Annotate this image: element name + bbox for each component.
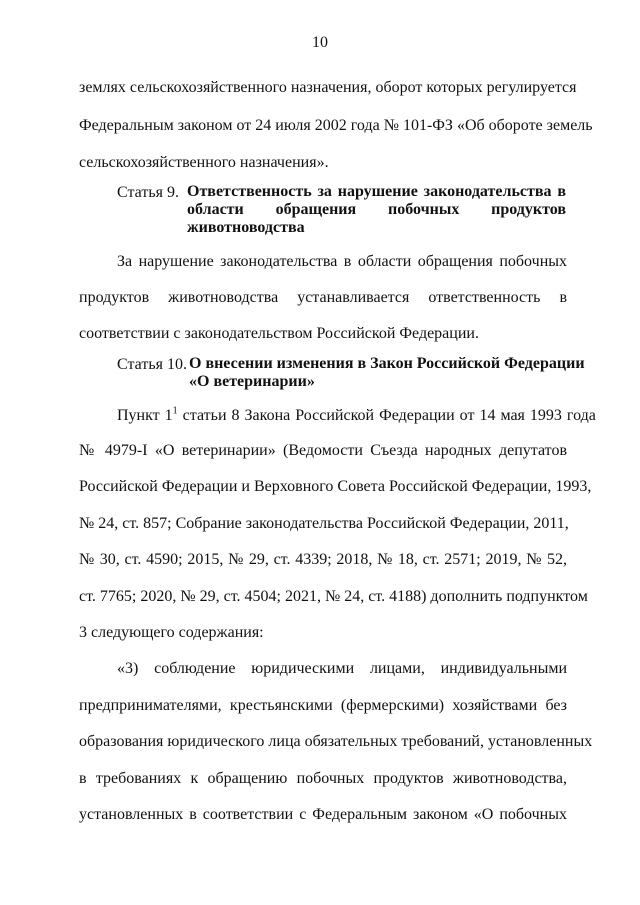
text-fragment: Пункт 1 [117, 407, 173, 424]
text-line: установленных в соответствии с Федеральным законом «О побочных [79, 806, 567, 823]
article-9-label: Статья 9. [117, 184, 179, 201]
text-line: сельскохозяйственного назначения». [79, 154, 329, 171]
text-line: образования юридического лица обязательных требований, установленных [79, 733, 593, 750]
text-line: За нарушение законодательства в области обращения побочных [117, 253, 567, 270]
article-10-title-line: «О ветеринарии» [189, 373, 315, 390]
article-9-title-line: области обращения побочных продуктов [187, 201, 566, 218]
article-9-title-line: Ответственность за нарушение законодательства в [187, 183, 566, 200]
text-line: Российской Федерации и Верховного Совета Российской Федерации, 1993, [79, 478, 592, 495]
text-line: ст. 7765; 2020, № 29, ст. 4504; 2021, № 24, ст. 4188) дополнить подпунктом [79, 588, 588, 605]
article-9-title-line: животноводства [187, 219, 305, 236]
article-10-label: Статья 10. [117, 356, 187, 373]
text-line: «3) соблюдение юридическими лицами, индивидуальными [117, 660, 567, 677]
text-line [117, 405, 596, 426]
text-line: № 24, ст. 857; Собрание законодательства Российской Федерации, 2011, [79, 515, 569, 532]
article-10-title-line: О внесении изменения в Закон Российской Федерации [189, 355, 585, 372]
text-line: землях сельскохозяйственного назначения, оборот которых регулируется [79, 79, 577, 96]
text-line: соответствии с законодательством Российской Федерации. [79, 325, 479, 342]
superscript: 1 [172, 405, 178, 417]
text-line: в требованиях к обращению побочных продуктов животноводства, [79, 770, 567, 787]
text-line: предпринимателями, крестьянскими (фермерскими) хозяйствами без [79, 697, 567, 714]
text-line: № 30, ст. 4590; 2015, № 29, ст. 4339; 2018, № 18, ст. 2571; 2019, № 52, [79, 551, 567, 568]
text-line: № 4979-I «О ветеринарии» (Ведомости Съезда народных депутатов [79, 442, 567, 459]
text-line: 3 следующего содержания: [79, 624, 264, 641]
text-line: продуктов животноводства устанавливается ответственность в [79, 289, 567, 306]
page-number: 10 [312, 34, 328, 51]
text-line: Федеральным законом от 24 июля 2002 года № 101-ФЗ «Об обороте земель [79, 117, 593, 134]
text-fragment: статьи 8 Закона Российской Федерации от 14 мая 1993 года [177, 407, 596, 424]
